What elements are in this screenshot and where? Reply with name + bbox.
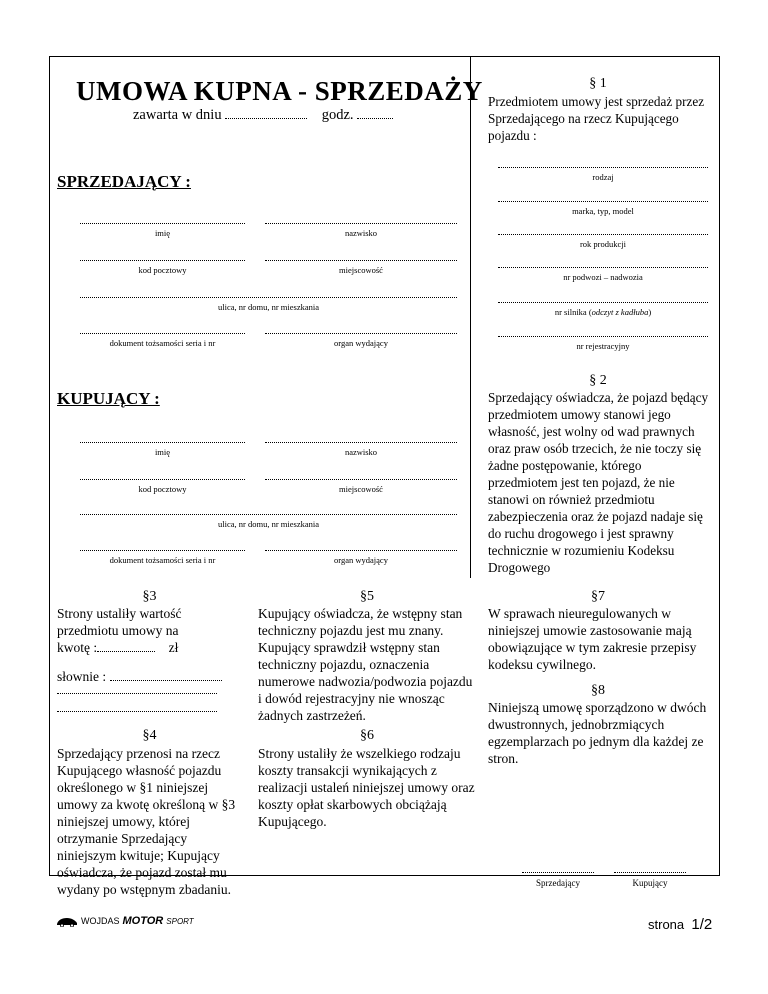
logo-brand: WOJDAS [81, 916, 120, 926]
amount-line [57, 639, 242, 656]
car-logo-icon [56, 916, 78, 927]
buyer-city-field[interactable] [265, 479, 457, 494]
p1-title: § 1 [589, 76, 607, 91]
vehicle-make-model-caption: marka, typ, model [572, 206, 634, 216]
date-field[interactable] [225, 108, 307, 119]
vehicle-year-caption: rok produkcji [579, 239, 627, 249]
seller-street-caption: ulica, nr domu, nr mieszkania [217, 302, 320, 312]
buyer-issuer-field[interactable] [265, 550, 457, 565]
buyer-id-document-caption: dokument tożsamości seria i nr [109, 555, 216, 565]
vehicle-type-caption: rodzaj [592, 172, 614, 182]
p2-title: § 2 [589, 373, 607, 388]
document-title: UMOWA KUPNA - SPRZEDAŻY [76, 76, 483, 106]
seller-postal-code-field[interactable] [80, 260, 245, 275]
vehicle-registration-caption: nr rejestracyjny [576, 341, 630, 351]
p7-title: §7 [591, 589, 605, 604]
buyer-id-document-field[interactable] [80, 550, 245, 565]
time-field[interactable] [357, 108, 393, 119]
p3-text: Strony ustaliły wartość przedmiotu umowy na [57, 606, 182, 638]
buyer-last-name-caption: nazwisko [344, 447, 378, 457]
buyer-postal-code-field[interactable] [80, 479, 245, 494]
p4-title: §4 [142, 728, 157, 743]
words-field-line-2[interactable] [57, 693, 217, 694]
seller-id-document-caption: dokument tożsamości seria i nr [109, 338, 216, 348]
seller-issuer-field[interactable] [265, 333, 457, 348]
buyer-signature-caption: Kupujący [632, 878, 668, 888]
seller-postal-code-caption: kod pocztowy [138, 265, 187, 275]
vehicle-chassis-field[interactable] [498, 267, 708, 282]
vehicle-registration-field[interactable] [498, 336, 708, 351]
buyer-street-caption: ulica, nr domu, nr mieszkania [217, 519, 320, 529]
vehicle-chassis-caption: nr podwozi – nadwozia [563, 272, 643, 282]
buyer-city-caption: miejscowość [339, 484, 383, 494]
words-field[interactable] [110, 670, 222, 681]
buyer-signature-field[interactable] [614, 872, 686, 888]
vehicle-type-field[interactable] [498, 167, 708, 182]
seller-city-caption: miejscowość [339, 265, 383, 275]
words-label: słownie : [57, 669, 107, 684]
buyer-first-name-field[interactable] [80, 442, 245, 457]
page-number: 1/2 [691, 916, 713, 933]
words-field-line-3[interactable] [57, 711, 217, 712]
seller-signature-field[interactable] [522, 872, 594, 888]
currency-label: zł [168, 640, 179, 655]
vehicle-engine-caption: nr silnika (odczyt z kadłuba) [554, 307, 652, 317]
p8-text: Niniejszą umowę sporządzono w dwóch dwustronnych, jednobrzmiących egzemplarzach po jednym dla każdej ze stron. [488, 700, 707, 766]
p7-text: W sprawach nieuregulowanych w niniejszej umowie zastosowanie mają obowiązujące w tym zakresie przepisy kodeksu cywilnego. [488, 606, 697, 672]
p8-title: §8 [591, 683, 605, 698]
date-line [133, 107, 393, 124]
p3-title: §3 [142, 589, 157, 604]
buyer-street-field[interactable] [80, 514, 457, 529]
column-divider [470, 56, 471, 578]
buyer-last-name-field[interactable] [265, 442, 457, 457]
seller-id-document-field[interactable] [80, 333, 245, 348]
p5-title: §5 [360, 589, 374, 604]
logo-sport: SPORT [166, 916, 194, 926]
vehicle-engine-field[interactable] [498, 302, 708, 317]
seller-heading: SPRZEDAJĄCY : [57, 172, 191, 191]
date-label: zawarta w dniu [133, 107, 222, 123]
seller-street-field[interactable] [80, 297, 457, 312]
vehicle-year-field[interactable] [498, 234, 708, 249]
p2-text: Sprzedający oświadcza, że pojazd będący przedmiotem umowy stanowi jego własność, jest wolny od wad prawnych oraz praw osób trzecich, że nie toczy się żadne postępowanie, którego przedmiotem jest ten pojazd, że nie stanowi on również przedmiotu zabezpieczenia oraz że pojazd nadaje się do ruchu drogowego i jest sprawny technicznie w rozumieniu Kodeksu Drogowego [488, 390, 709, 575]
seller-first-name-field[interactable] [80, 223, 245, 238]
amount-field[interactable] [97, 641, 155, 652]
seller-signature-caption: Sprzedający [536, 878, 580, 888]
company-logo [56, 915, 194, 927]
amount-label: kwotę : [57, 640, 98, 655]
p6-title: §6 [360, 728, 374, 743]
p5-text: Kupujący oświadcza, że wstępny stan techniczny pojazdu jest mu znany. Kupujący sprawdził wstępny stan techniczny pojazdu, oznaczenia numerowe nadwozia/podwozia pojazdu i dowód rejestracyjny nie wnosząc żadnych zastrzeżeń. [258, 606, 473, 723]
p4-text: Sprzedający przenosi na rzecz Kupującego własność pojazdu określonego w §1 niniejszej umowy za kwotę określoną w §3 niniejszej umowy, której otrzymanie Sprzedający niniejszym kwituje; Kupujący oświadcza, że pojazd został mu wydany po wstępnym zbadaniu. [57, 746, 236, 897]
seller-issuer-caption: organ wydający [334, 338, 388, 348]
seller-city-field[interactable] [265, 260, 457, 275]
seller-last-name-field[interactable] [265, 223, 457, 238]
buyer-issuer-caption: organ wydający [334, 555, 388, 565]
logo-motor: MOTOR [122, 915, 164, 927]
time-label: godz. [321, 107, 354, 123]
vehicle-make-model-field[interactable] [498, 201, 708, 216]
seller-last-name-caption: nazwisko [344, 228, 378, 238]
buyer-heading: KUPUJĄCY : [57, 389, 160, 408]
words-line [57, 668, 242, 685]
seller-first-name-caption: imię [154, 228, 171, 238]
p6-text: Strony ustaliły że wszelkiego rodzaju koszty transakcji wynikających z realizacji ustaleń niniejszej umowy oraz koszty opłat skarbowych obciążają Kupującego. [258, 746, 475, 829]
buyer-first-name-caption: imię [154, 447, 171, 457]
page-indicator [648, 916, 712, 933]
buyer-postal-code-caption: kod pocztowy [138, 484, 187, 494]
page-label: strona [648, 917, 685, 932]
p1-text: Przedmiotem umowy jest sprzedaż przez Sprzedającego na rzecz Kupującego pojazdu : [488, 94, 705, 143]
